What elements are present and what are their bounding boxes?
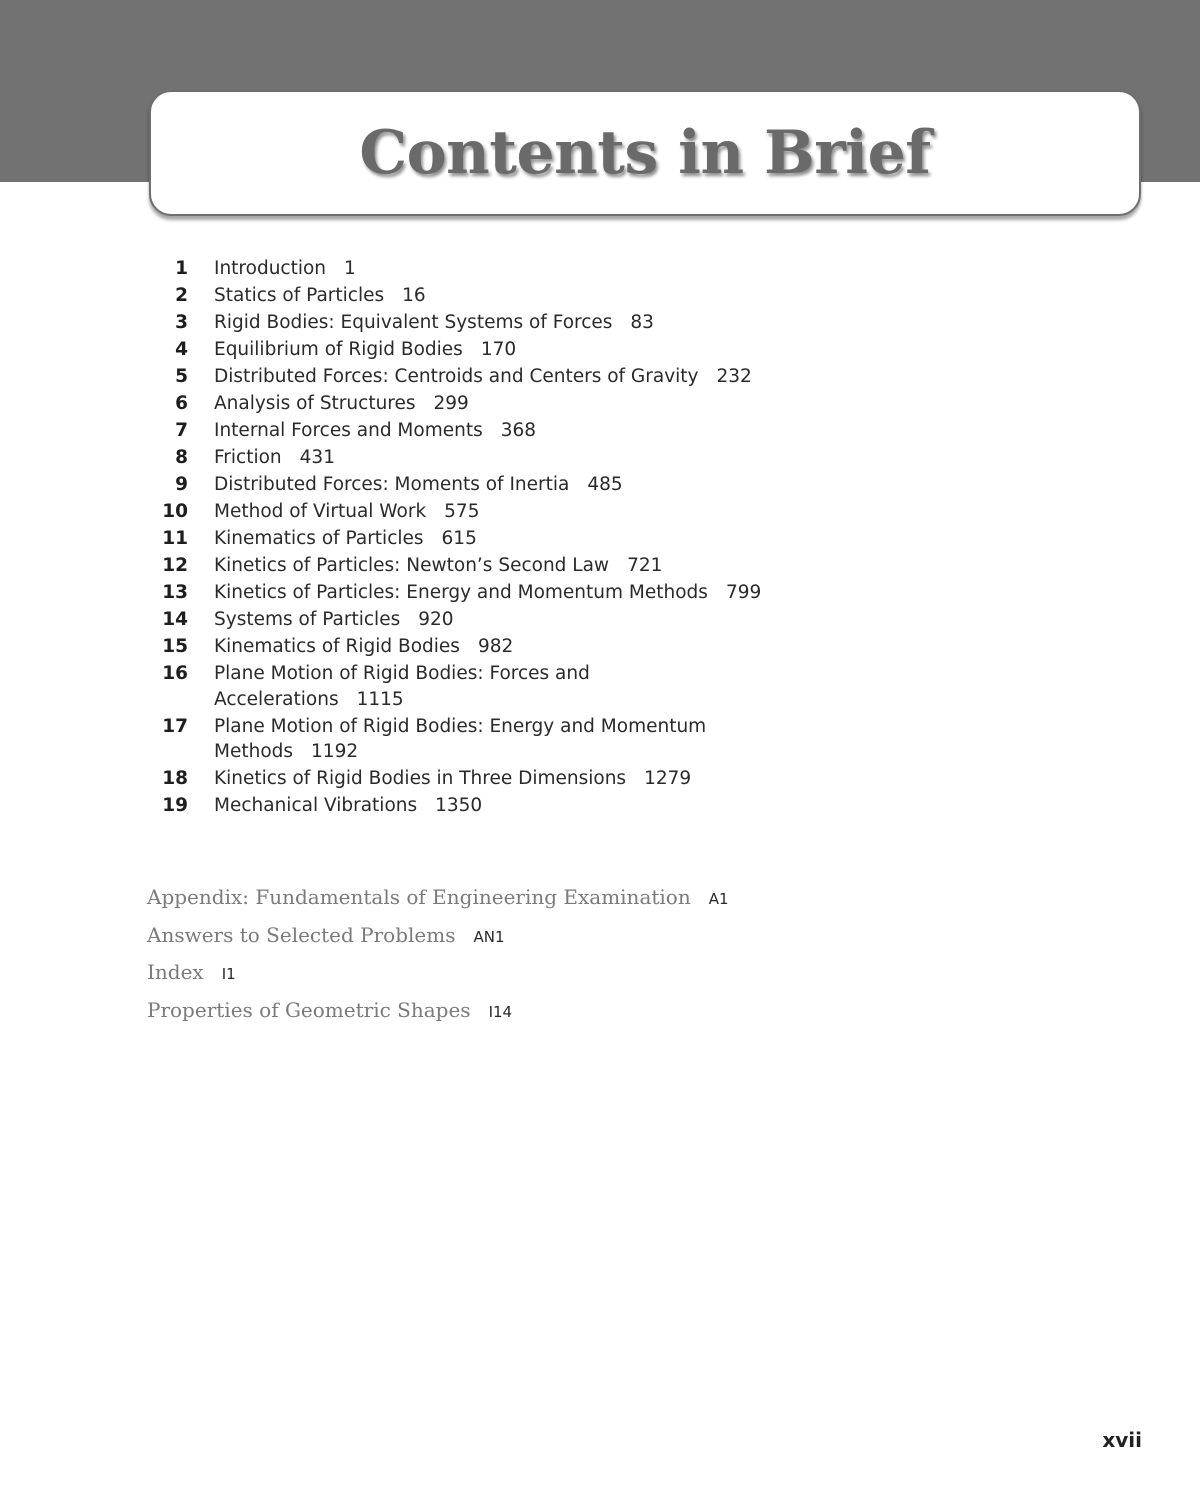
chapter-title-line: Statics of Particles <box>214 285 385 306</box>
chapter-title-line: Friction <box>214 447 282 468</box>
chapter-title-line: Systems of Particles <box>214 609 401 630</box>
chapter-title <box>214 499 774 525</box>
chapter-page-number: 83 <box>630 312 654 333</box>
chapter-number: 11 <box>162 528 188 549</box>
toc-entry-chapter-18[interactable] <box>150 766 850 792</box>
page-title: Contents in Brief <box>359 118 931 188</box>
toc-entry-backmatter[interactable] <box>147 959 847 987</box>
chapter-title <box>214 766 774 792</box>
chapter-number: 13 <box>162 582 188 603</box>
chapter-title-line: Internal Forces and Moments <box>214 420 483 441</box>
backmatter-page-number: AN1 <box>473 927 505 946</box>
backmatter-page-number: I14 <box>488 1003 513 1022</box>
chapter-number: 15 <box>162 636 188 657</box>
chapter-title <box>214 661 774 712</box>
chapter-title <box>214 472 774 498</box>
chapter-title-line: Kinematics of Rigid Bodies <box>214 636 460 657</box>
chapter-title <box>214 553 774 579</box>
chapter-page-number: 485 <box>587 474 623 495</box>
chapter-title-line: Method of Virtual Work <box>214 501 427 522</box>
toc-entry-chapter-17[interactable] <box>150 714 850 765</box>
toc-entry-chapter-12[interactable] <box>150 553 850 579</box>
toc-entry-backmatter[interactable] <box>147 922 847 950</box>
chapter-title-line: Analysis of Structures <box>214 393 416 414</box>
chapter-title-line: Introduction <box>214 258 327 279</box>
chapter-page-number: 920 <box>418 609 454 630</box>
toc-entry-chapter-13[interactable] <box>150 580 850 606</box>
toc-entry-chapter-19[interactable] <box>150 793 850 819</box>
chapter-title-line: Kinetics of Particles: Newton’s Second Law <box>214 555 610 576</box>
chapter-list <box>150 256 850 820</box>
toc-entry-chapter-9[interactable] <box>150 472 850 498</box>
toc-entry-chapter-11[interactable] <box>150 526 850 552</box>
chapter-number: 18 <box>162 768 188 789</box>
chapter-page-number: 721 <box>627 555 663 576</box>
backmatter-page-number: A1 <box>708 890 729 908</box>
chapter-page-number: 1 <box>344 258 356 279</box>
chapter-number: 9 <box>175 474 188 495</box>
chapter-title-line: Kinetics of Rigid Bodies in Three Dimensions <box>214 768 627 789</box>
chapter-number: 5 <box>175 366 188 387</box>
chapter-page-number: 431 <box>299 447 335 468</box>
chapter-title <box>214 634 774 660</box>
toc-entry-chapter-8[interactable] <box>150 445 850 471</box>
chapter-number: 7 <box>175 420 188 441</box>
chapter-title <box>214 526 774 552</box>
chapter-title <box>214 607 774 633</box>
chapter-page-number: 368 <box>500 420 537 441</box>
chapter-number: 1 <box>175 258 188 279</box>
toc-entry-chapter-10[interactable] <box>150 499 850 525</box>
chapter-number: 19 <box>162 795 188 816</box>
chapter-page-number: 1350 <box>435 795 483 816</box>
chapter-number: 14 <box>162 609 188 630</box>
toc-entry-chapter-14[interactable] <box>150 607 850 633</box>
toc-entry-chapter-4[interactable] <box>150 337 850 363</box>
chapter-title <box>214 418 774 444</box>
chapter-number: 4 <box>175 339 188 360</box>
chapter-title-line: Methods <box>214 741 294 762</box>
chapter-page-number: 982 <box>477 636 514 657</box>
chapter-number: 12 <box>162 555 188 576</box>
chapter-title-line: Plane Motion of Rigid Bodies: Forces and <box>214 663 590 684</box>
chapter-title-line: Rigid Bodies: Equivalent Systems of Forces <box>214 312 613 333</box>
toc-entry-chapter-1[interactable] <box>150 256 850 282</box>
chapter-title <box>214 337 774 363</box>
chapter-title-line: Kinetics of Particles: Energy and Momentum Methods <box>214 582 708 603</box>
page-number: xvii <box>1102 1428 1142 1452</box>
chapter-title <box>214 256 774 282</box>
chapter-title <box>214 391 774 417</box>
backmatter-title: Answers to Selected Problems <box>147 922 456 947</box>
chapter-number: 8 <box>175 447 188 468</box>
title-banner <box>149 90 1141 216</box>
chapter-number: 3 <box>175 312 188 333</box>
chapter-page-number: 1192 <box>311 741 359 762</box>
backmatter-title: Appendix: Fundamentals of Engineering Examination <box>147 885 691 909</box>
chapter-title-line: Kinematics of Particles <box>214 528 424 549</box>
chapter-page-number: 170 <box>480 339 517 360</box>
chapter-page-number: 1115 <box>356 688 404 710</box>
toc-entry-chapter-3[interactable] <box>150 310 850 336</box>
toc-entry-chapter-5[interactable] <box>150 364 850 390</box>
chapter-title-line: Equilibrium of Rigid Bodies <box>214 339 463 360</box>
chapter-title <box>214 714 774 765</box>
toc-entry-chapter-7[interactable] <box>150 418 850 444</box>
chapter-title <box>214 445 774 471</box>
backmatter-list <box>147 884 847 1035</box>
chapter-number: 10 <box>162 501 188 522</box>
chapter-number: 6 <box>175 393 188 414</box>
chapter-page-number: 799 <box>725 582 762 603</box>
chapter-title-line: Mechanical Vibrations <box>214 795 418 816</box>
chapter-title-line: Plane Motion of Rigid Bodies: Energy and Momentum <box>214 715 707 737</box>
chapter-page-number: 1279 <box>644 768 692 789</box>
toc-entry-chapter-15[interactable] <box>150 634 850 660</box>
chapter-page-number: 575 <box>444 501 480 522</box>
chapter-title <box>214 364 774 390</box>
chapter-page-number: 299 <box>433 393 469 414</box>
chapter-page-number: 16 <box>402 285 426 306</box>
chapter-title-line: Accelerations <box>214 688 339 710</box>
chapter-page-number: 615 <box>441 528 477 549</box>
backmatter-title: Properties of Geometric Shapes <box>147 998 471 1023</box>
chapter-title <box>214 793 774 819</box>
chapter-title-line: Distributed Forces: Centroids and Centers of Gravity <box>214 366 699 387</box>
chapter-title <box>214 310 774 336</box>
chapter-page-number: 232 <box>716 366 752 387</box>
toc-entry-chapter-2[interactable] <box>150 283 850 309</box>
chapter-title <box>214 283 774 309</box>
backmatter-page-number: I1 <box>221 965 236 984</box>
toc-entry-chapter-16[interactable] <box>150 661 850 712</box>
chapter-number: 17 <box>162 715 188 737</box>
chapter-number: 16 <box>162 663 188 684</box>
toc-entry-backmatter[interactable] <box>147 884 847 912</box>
backmatter-title: Index <box>147 960 204 985</box>
chapter-number: 2 <box>175 285 188 306</box>
toc-entry-backmatter[interactable] <box>147 997 847 1025</box>
chapter-title <box>214 580 774 606</box>
toc-entry-chapter-6[interactable] <box>150 391 850 417</box>
chapter-title-line: Distributed Forces: Moments of Inertia <box>214 474 570 495</box>
